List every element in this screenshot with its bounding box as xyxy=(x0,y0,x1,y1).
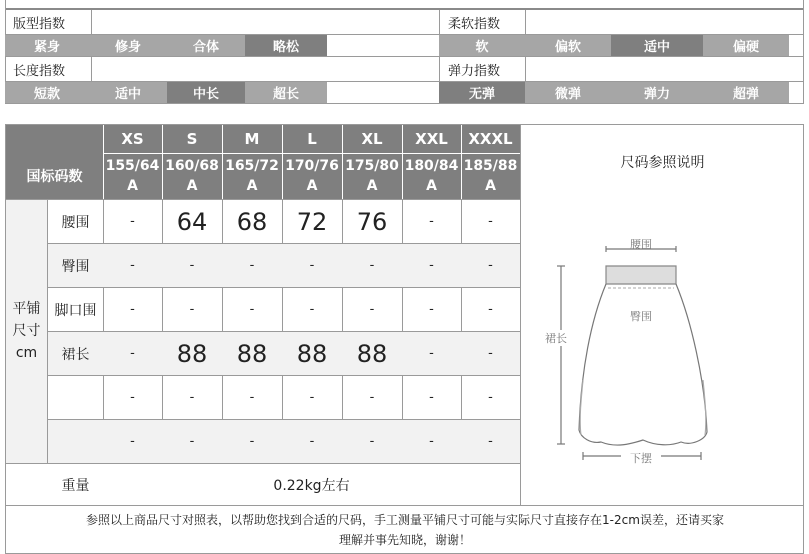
size-value-cell: - xyxy=(130,390,135,405)
size-header-xl: XL xyxy=(361,130,383,148)
size-value-cell: - xyxy=(369,302,375,317)
size-header-s: S xyxy=(186,130,198,148)
size-value-cell: - xyxy=(130,434,135,449)
softness-option-medium: 适中 xyxy=(611,35,703,56)
size-value-cell: - xyxy=(369,434,375,449)
elasticity-option-elastic: 弹力 xyxy=(611,82,703,103)
length-option-short: 短款 xyxy=(5,82,89,103)
size-value-cell: - xyxy=(130,258,135,273)
size-header-xxl: XXL xyxy=(415,130,448,148)
size-value-cell: - xyxy=(130,302,135,317)
size-value-cell: - xyxy=(130,214,135,229)
elasticity-option-super: 超弹 xyxy=(703,82,789,103)
length-option-medium: 适中 xyxy=(89,82,167,103)
intl-code-xxxl: 185/88 A xyxy=(463,158,518,194)
size-value-cell: - xyxy=(309,258,315,273)
softness-index-label: 柔软指数 xyxy=(439,10,525,34)
size-value-cell: - xyxy=(488,214,493,229)
size-value-cell: - xyxy=(369,390,375,405)
intl-code-l: 170/76 A xyxy=(285,158,339,194)
softness-option-slightly-hard: 偏硬 xyxy=(703,35,789,56)
size-value-cell: 88 xyxy=(296,339,328,368)
size-value-cell: - xyxy=(309,302,315,317)
size-value-cell: - xyxy=(369,258,375,273)
length-index-label: 长度指数 xyxy=(13,63,66,79)
size-header-m: M xyxy=(244,130,260,148)
row-name-hem: 脚口围 xyxy=(54,302,97,319)
row-name-empty-1 xyxy=(48,376,103,419)
index-panel xyxy=(5,0,804,104)
size-value-cell: - xyxy=(189,390,195,405)
softness-option-slightly-soft: 偏软 xyxy=(525,35,611,56)
size-value-cell: - xyxy=(189,258,195,273)
flat-size-label: 平铺 尺寸 cm xyxy=(6,199,48,463)
size-value-cell: - xyxy=(249,390,255,405)
size-value-cell: - xyxy=(488,390,493,405)
diagram-hem-label: 下摆 xyxy=(621,450,661,466)
size-value-cell: - xyxy=(429,434,434,449)
size-value-cell: - xyxy=(309,434,315,449)
elasticity-index-label: 弹力指数 xyxy=(439,57,525,81)
elasticity-option-slight: 微弹 xyxy=(525,82,611,103)
intl-code-xl: 175/80 A xyxy=(345,158,399,194)
skirt-outline-icon xyxy=(521,200,804,505)
size-value-cell: - xyxy=(488,302,493,317)
intl-code-label: 国标码数 xyxy=(26,169,83,185)
size-value-cell: - xyxy=(488,346,493,361)
skirt-diagram xyxy=(521,200,804,505)
size-value-cell: - xyxy=(429,390,434,405)
intl-code-xxl: 180/84 A xyxy=(404,158,459,194)
fit-index-label: 版型指数 xyxy=(13,16,66,32)
reference-title: 尺码参照说明 xyxy=(520,125,804,199)
fit-option-tight: 紧身 xyxy=(5,35,89,56)
size-value-cell: 68 xyxy=(236,207,268,236)
diagram-hip-label: 臀围 xyxy=(630,310,652,323)
fit-option-slim: 修身 xyxy=(89,35,167,56)
size-value-cell: - xyxy=(130,346,135,361)
diagram-length-label: 裙长 xyxy=(539,330,573,346)
size-value-cell: - xyxy=(189,434,195,449)
size-value-cell: - xyxy=(249,434,255,449)
size-value-cell: - xyxy=(309,390,315,405)
footer-line-2: 理解并事先知晓，谢谢！ xyxy=(338,533,471,547)
size-value-cell: - xyxy=(429,346,434,361)
row-name-hip: 臀围 xyxy=(61,258,90,275)
weight-label: 重量 xyxy=(61,477,90,494)
size-value-cell: - xyxy=(249,302,255,317)
footer-line-1: 参照以上商品尺寸对照表，以帮助您找到合适的尺码，手工测量平铺尺寸可能与实际尺寸直接存在1-2cm误差，还请买家 xyxy=(86,513,724,527)
size-header-xs: XS xyxy=(121,130,144,148)
size-value-cell: - xyxy=(429,214,434,229)
weight-value: 0.22kg左右 xyxy=(273,477,350,494)
size-value-cell: 76 xyxy=(356,207,388,236)
fit-option-loose: 略松 xyxy=(245,35,327,56)
size-value-cell: - xyxy=(429,258,434,273)
size-value-cell: 88 xyxy=(356,339,388,368)
softness-option-soft: 软 xyxy=(439,35,525,56)
size-table xyxy=(5,124,804,554)
length-option-midi: 中长 xyxy=(167,82,245,103)
size-value-cell: - xyxy=(488,258,493,273)
elasticity-option-none: 无弹 xyxy=(439,82,525,103)
size-value-cell: - xyxy=(189,302,195,317)
size-value-cell: 64 xyxy=(176,207,208,236)
intl-code-xs: 155/64 A xyxy=(105,158,160,194)
size-value-cell: - xyxy=(429,302,434,317)
size-value-cell: 88 xyxy=(236,339,268,368)
row-name-waist: 腰围 xyxy=(61,214,90,231)
size-header-xxxl: XXXL xyxy=(468,130,513,148)
size-value-cell: - xyxy=(488,434,493,449)
size-value-cell: 72 xyxy=(296,207,328,236)
size-value-cell: - xyxy=(249,258,255,273)
size-header-l: L xyxy=(307,130,317,148)
length-option-long: 超长 xyxy=(245,82,327,103)
fit-option-regular: 合体 xyxy=(167,35,245,56)
intl-code-s: 160/68 A xyxy=(165,158,219,194)
diagram-waist-label: 腰围 xyxy=(630,238,652,251)
size-value-cell: 88 xyxy=(176,339,208,368)
footer-note xyxy=(6,506,804,554)
row-name-empty-2 xyxy=(48,420,103,463)
intl-code-m: 165/72 A xyxy=(225,158,279,194)
row-name-length: 裙长 xyxy=(61,346,90,363)
